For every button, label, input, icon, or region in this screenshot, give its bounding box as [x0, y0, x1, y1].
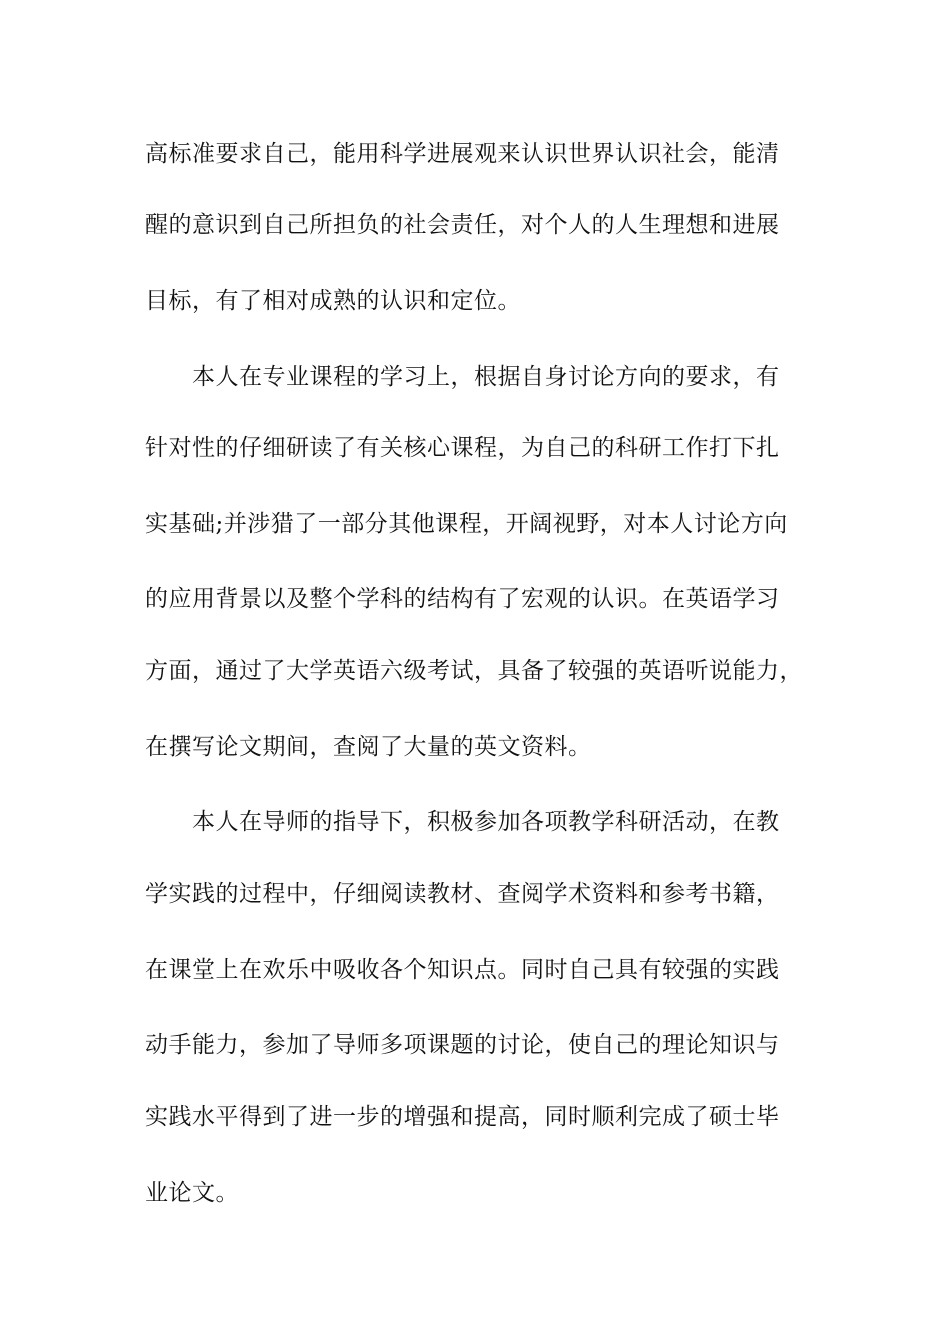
text-line: 针对性的仔细研读了有关核心课程，为自己的科研工作打下扎 — [145, 435, 780, 461]
text-line: 的应用背景以及整个学科的结构有了宏观的认识。在英语学习 — [145, 586, 780, 612]
paragraph-start-line: 本人在专业课程的学习上，根据自身讨论方向的要求，有 — [192, 364, 780, 390]
paragraph-start-line: 本人在导师的指导下，积极参加各项教学科研活动，在教 — [192, 809, 780, 835]
text-line: 在撰写论文期间，查阅了大量的英文资料。 — [145, 734, 592, 760]
text-line: 实基础;并涉猎了一部分其他课程，开阔视野，对本人讨论方向 — [145, 511, 788, 537]
text-line: 醒的意识到自己所担负的社会责任，对个人的人生理想和进展 — [145, 212, 780, 238]
text-line: 高标准要求自己，能用科学进展观来认识世界认识社会，能清 — [145, 141, 780, 167]
text-line: 业论文。 — [145, 1180, 239, 1206]
text-line: 动手能力，参加了导师多项课题的讨论，使自己的理论知识与 — [145, 1032, 780, 1058]
text-line: 在课堂上在欢乐中吸收各个知识点。同时自己具有较强的实践 — [145, 957, 780, 983]
text-line: 方面，通过了大学英语六级考试，具备了较强的英语听说能力， — [145, 658, 803, 684]
text-line: 学实践的过程中，仔细阅读教材、查阅学术资料和参考书籍， — [145, 881, 780, 907]
text-line: 实践水平得到了进一步的增强和提高，同时顺利完成了硕士毕 — [145, 1104, 780, 1130]
text-line: 目标，有了相对成熟的认识和定位。 — [145, 288, 521, 314]
